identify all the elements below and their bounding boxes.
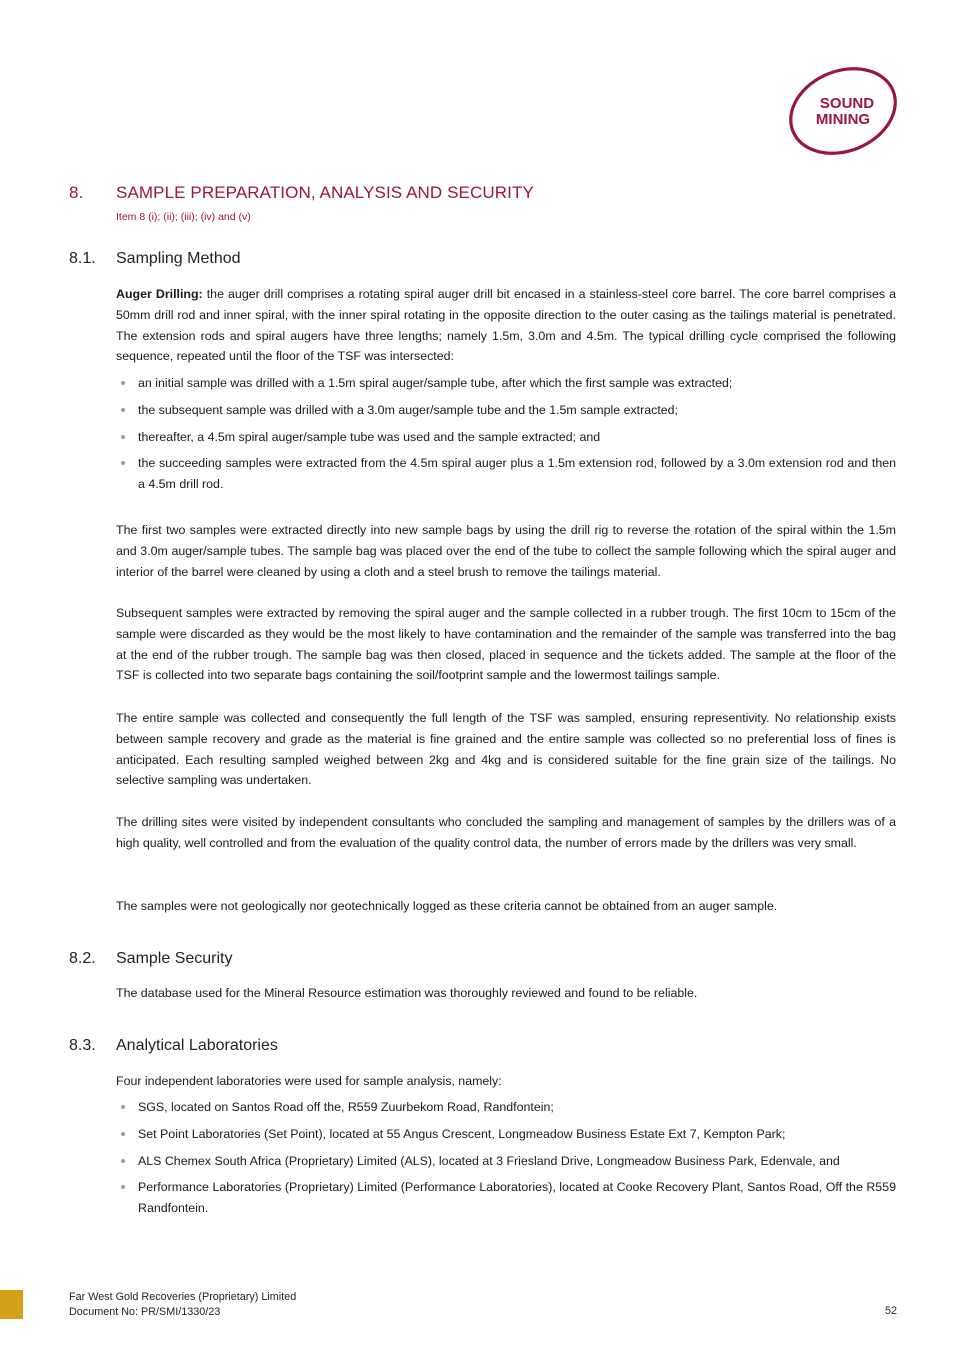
section-8-item-reference: Item 8 (i); (ii); (iii); (iv) and (v) [116,211,251,223]
paragraph-representivity: The entire sample was collected and consequently the full length of the TSF was sampled, ensuring representivity. No relationship exists between sample recovery and grade as the material is fine grained and the entire sample was collected so no preferential loss of fines is anticipated. Each resulting sampled weighed between 2kg and 4kg and is considered suitable for the fine grain size of the tailings. No selective sampling was undertaken. [116,711,896,788]
auger-drilling-text: the auger drill comprises a rotating spiral auger drill bit encased in a stainless-steel core barrel. The core barrel comprises a 50mm drill rod and inner spiral, with the inner spiral rotating in the opposite direction to the outer casing as the tailings material is penetrated. The extension rods and spiral augers have three lengths; namely 1.5m, 3.0m and 4.5m. The typical drilling cycle comprised the following sequence, repeated until the floor of the TSF was intersected: [116,287,896,364]
list-item: Set Point Laboratories (Set Point), located at 55 Angus Crescent, Longmeadow Business Estate Ext 7, Kempton Park; [116,1124,896,1145]
page-number: 52 [885,1305,898,1317]
logo-text-line1: SOUND [819,95,875,112]
list-item: an initial sample was drilled with a 1.5m spiral auger/sample tube, after which the first sample was extracted; [116,373,896,394]
list-item: Performance Laboratories (Proprietary) Limited (Performance Laboratories), located at Cooke Recovery Plant, Santos Road, Off the R559 Randfontein. [116,1177,896,1219]
section-8-1-heading [69,250,241,268]
footer-document-number: Document No: PR/SMI/1330/23 [69,1306,221,1318]
footer [69,1290,296,1320]
sound-mining-logo [783,64,901,158]
section-8-1-title: Sampling Method [116,250,241,267]
list-item: ALS Chemex South Africa (Proprietary) Limited (ALS), located at 3 Friesland Drive, Longmeadow Business Park, Edenvale, and [116,1151,896,1172]
paragraph-laboratories-intro: Four independent laboratories were used for sample analysis, namely: [116,1074,502,1088]
section-8-number: 8. [69,183,84,202]
section-8-1-bullet-list [116,373,896,501]
list-item: the subsequent sample was drilled with a 3.0m auger/sample tube and the 1.5m sample extracted; [116,400,896,421]
paragraph-sample-bags: The first two samples were extracted directly into new sample bags by using the drill rig to reverse the rotation of the spiral within the 1.5m and 3.0m auger/sample tubes. The sample bag was placed over the end of the tube to collect the sample following which the spiral auger and interior of the barrel were cleaned by using a cloth and a steel brush to remove the tailings material. [116,523,896,579]
paragraph-logging: The samples were not geologically nor geotechnically logged as these criteria cannot be obtained from an auger sample. [116,899,778,913]
footer-accent-bar [0,1290,23,1319]
section-8-3-number: 8.3. [69,1037,96,1054]
logo-text-line2: MINING [815,111,871,128]
section-8-2-heading [69,950,233,968]
footer-company: Far West Gold Recoveries (Proprietary) Limited [69,1291,297,1303]
section-8-2-number: 8.2. [69,950,96,967]
section-8-3-bullet-list [116,1097,896,1225]
list-item: the succeeding samples were extracted from the 4.5m spiral auger plus a 1.5m extension rod, followed by a 3.0m extension rod and then a 4.5m drill rod. [116,453,896,495]
section-8-1-intro [116,284,896,367]
section-8-3-heading [69,1037,278,1055]
paragraph-drilling-sites: The drilling sites were visited by independent consultants who concluded the sampling and management of samples by the drillers was of a high quality, well controlled and from the evaluation of the quality control data, the number of errors made by the drillers was very small. [116,815,896,850]
list-item: SGS, located on Santos Road off the, R559 Zuurbekom Road, Randfontein; [116,1097,896,1118]
paragraph-subsequent-samples: Subsequent samples were extracted by removing the spiral auger and the sample collected in a rubber trough. The first 10cm to 15cm of the sample were discarded as they would be the most likely to have contamination and the remainder of the sample was transferred into the bag at the end of the rubber trough. The sample bag was then closed, placed in sequence and the tickets added. The sample at the floor of the TSF is collected into two separate bags containing the soil/footprint sample and the lowermost tailings sample. [116,606,896,683]
auger-drilling-label: Auger Drilling: [116,287,203,301]
section-8-2-title: Sample Security [116,950,233,967]
section-8-3-title: Analytical Laboratories [116,1037,278,1054]
paragraph-sample-security: The database used for the Mineral Resource estimation was thoroughly reviewed and found to be reliable. [116,986,698,1000]
section-8-1-number: 8.1. [69,250,96,267]
section-8-title: SAMPLE PREPARATION, ANALYSIS AND SECURITY [116,183,534,202]
section-8-heading [69,183,534,203]
list-item: thereafter, a 4.5m spiral auger/sample tube was used and the sample extracted; and [116,427,896,448]
